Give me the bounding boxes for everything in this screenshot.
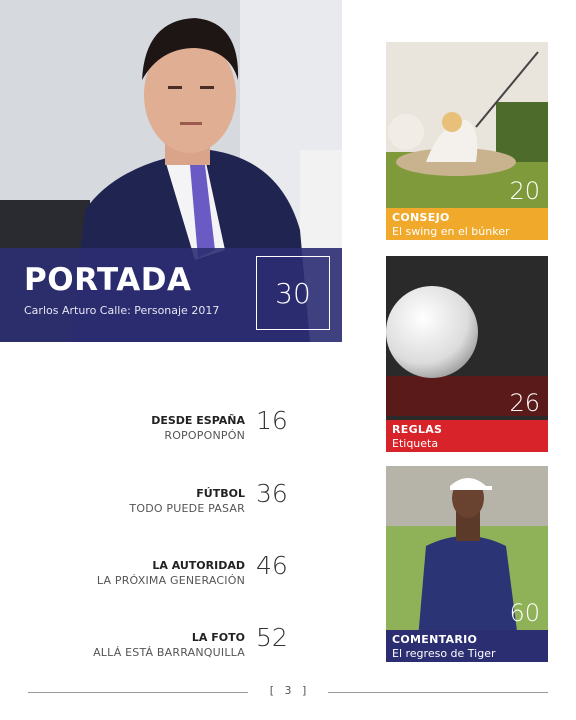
cover-feature[interactable]: Foto: LaRepublica.co PORTADA Carlos Arturo Calle: Personaje 2017 30	[0, 0, 342, 342]
card-comentario[interactable]	[386, 466, 548, 662]
toc-heading: FÚTBOL	[196, 487, 245, 500]
toc-page-number: 52	[256, 623, 288, 652]
toc-page-number: 16	[256, 406, 288, 435]
footer-page-number: [ 3 ]	[269, 684, 307, 697]
toc-subtitle: ALLÁ ESTÁ BARRANQUILLA	[93, 646, 245, 659]
toc-subtitle: ROPOPONPÓN	[164, 429, 245, 442]
cover-page-number: 30	[275, 276, 311, 310]
card-caption-band	[386, 208, 548, 240]
cover-title: PORTADA	[24, 262, 192, 298]
card-reglas[interactable]	[386, 256, 548, 452]
card-title: COMENTARIO	[392, 633, 478, 646]
card-subtitle: El regreso de Tiger	[392, 647, 496, 660]
card-page-number: 60	[509, 599, 540, 627]
toc-page-number: 36	[256, 479, 288, 508]
cover-page-box	[256, 256, 330, 330]
toc-subtitle: LA PRÓXIMA GENERACIÓN	[96, 574, 245, 587]
footer-rule-right	[328, 692, 548, 693]
toc-heading: DESDE ESPAÑA	[151, 414, 245, 427]
card-title: REGLAS	[392, 423, 443, 436]
cover-subtitle: Carlos Arturo Calle: Personaje 2017	[24, 304, 220, 317]
toc-subtitle: TODO PUEDE PASAR	[129, 502, 245, 515]
toc-heading: LA FOTO	[191, 631, 245, 644]
card-subtitle: Etiqueta	[392, 437, 439, 450]
card-subtitle: El swing en el búnker	[392, 225, 510, 238]
toc-heading: LA AUTORIDAD	[152, 559, 245, 572]
card-page-number: 26	[509, 389, 540, 417]
footer-rule-left	[28, 692, 248, 693]
card-page-number: 20	[509, 177, 540, 205]
card-caption-band	[386, 630, 548, 662]
card-title: CONSEJO	[392, 211, 450, 224]
card-consejo[interactable]	[386, 42, 548, 240]
toc-page-number: 46	[256, 551, 288, 580]
card-caption-band	[386, 420, 548, 452]
